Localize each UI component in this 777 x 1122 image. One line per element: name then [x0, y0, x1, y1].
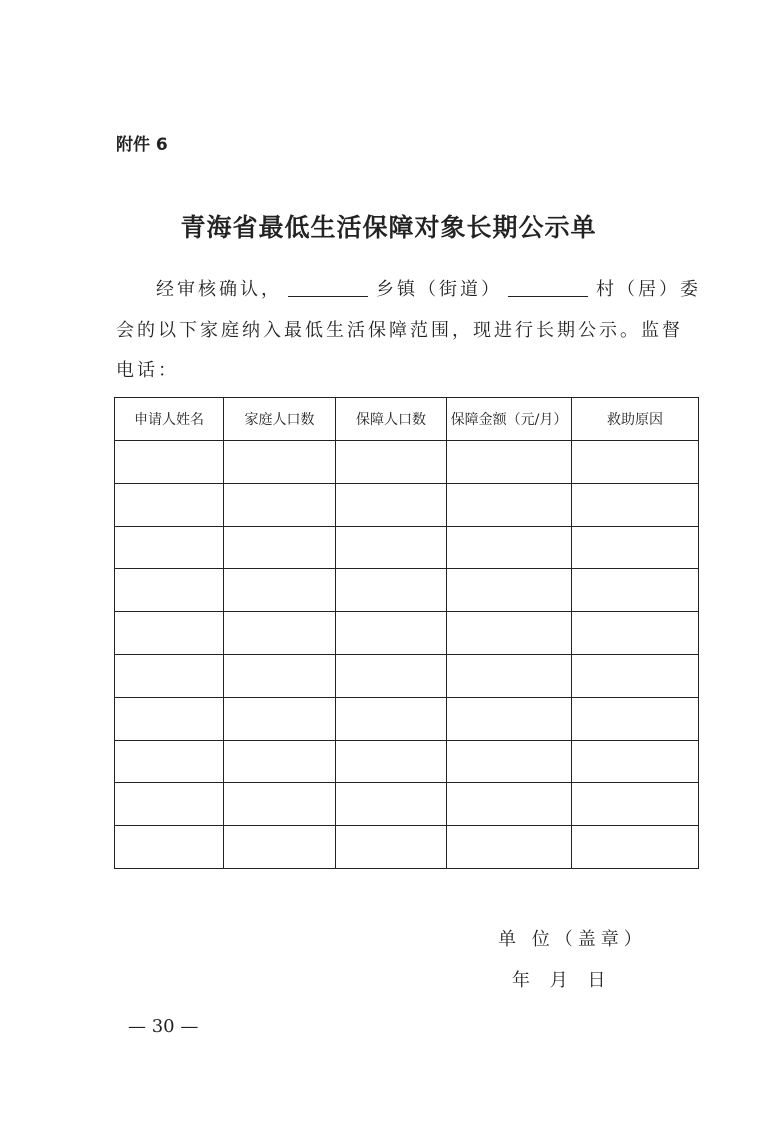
table-cell [572, 697, 699, 740]
attachment-label: 附件 6 [116, 135, 168, 155]
table-cell [224, 526, 336, 569]
header-benefit-amount: 保障金额（元/月） [447, 398, 572, 441]
table-cell [224, 483, 336, 526]
table-cell [224, 697, 336, 740]
table-row [115, 612, 699, 655]
page-number: — 30 — [128, 1016, 199, 1037]
table-cell [572, 826, 699, 869]
date-line: 年 月 日 [512, 970, 606, 991]
table-cell [447, 697, 572, 740]
table-header-row [115, 398, 699, 441]
table-cell [447, 612, 572, 655]
table-cell [224, 612, 336, 655]
table-cell [572, 569, 699, 612]
intro-line-2: 会的以下家庭纳入最低生活保障范围，现进行长期公示。监督 [116, 320, 683, 341]
table-cell [572, 783, 699, 826]
table-cell [336, 697, 447, 740]
intro-line-3: 电话： [116, 360, 179, 381]
table-cell [224, 826, 336, 869]
table-cell [115, 612, 224, 655]
table-cell [447, 569, 572, 612]
table-cell [572, 654, 699, 697]
table-cell [115, 654, 224, 697]
table-row [115, 783, 699, 826]
table-cell [224, 569, 336, 612]
recipient-table [114, 397, 699, 869]
table-cell [447, 740, 572, 783]
intro-text-township: 乡镇（街道） [376, 279, 502, 300]
table-cell [336, 612, 447, 655]
table-row [115, 441, 699, 484]
table-body [115, 441, 699, 869]
table-cell [336, 783, 447, 826]
table-cell [115, 483, 224, 526]
table-cell [115, 826, 224, 869]
table-cell [447, 483, 572, 526]
table-cell [224, 783, 336, 826]
table-cell [115, 783, 224, 826]
table-row [115, 526, 699, 569]
table-cell [336, 569, 447, 612]
table-cell [572, 441, 699, 484]
table-cell [224, 654, 336, 697]
intro-line-1 [116, 275, 701, 301]
table-cell [572, 612, 699, 655]
table-cell [336, 654, 447, 697]
township-blank-field [288, 278, 368, 297]
table-row [115, 697, 699, 740]
intro-text-confirm: 经审核确认， [156, 279, 282, 300]
table-row [115, 569, 699, 612]
table-cell [115, 569, 224, 612]
table-row [115, 483, 699, 526]
header-household-size: 家庭人口数 [224, 398, 336, 441]
table-cell [447, 526, 572, 569]
table-cell [336, 526, 447, 569]
table-cell [224, 740, 336, 783]
table-cell [115, 740, 224, 783]
document-title: 青海省最低生活保障对象长期公示单 [180, 213, 597, 242]
table-row [115, 654, 699, 697]
table-cell [115, 441, 224, 484]
table-cell [336, 826, 447, 869]
intro-text-village: 村（居）委 [596, 279, 701, 300]
table-row [115, 826, 699, 869]
table-row [115, 740, 699, 783]
village-blank-field [508, 278, 588, 297]
table-cell [336, 740, 447, 783]
header-assistance-reason: 救助原因 [572, 398, 699, 441]
table-cell [447, 441, 572, 484]
header-applicant-name: 申请人姓名 [115, 398, 224, 441]
table-cell [572, 526, 699, 569]
table-cell [115, 526, 224, 569]
table-cell [572, 483, 699, 526]
table-cell [336, 483, 447, 526]
table-cell [447, 783, 572, 826]
table-cell [572, 740, 699, 783]
unit-seal-line: 单 位（盖章） [498, 929, 647, 950]
header-covered-persons: 保障人口数 [336, 398, 447, 441]
table-cell [115, 697, 224, 740]
table-cell [447, 826, 572, 869]
table-cell [224, 441, 336, 484]
table-cell [336, 441, 447, 484]
table-cell [447, 654, 572, 697]
